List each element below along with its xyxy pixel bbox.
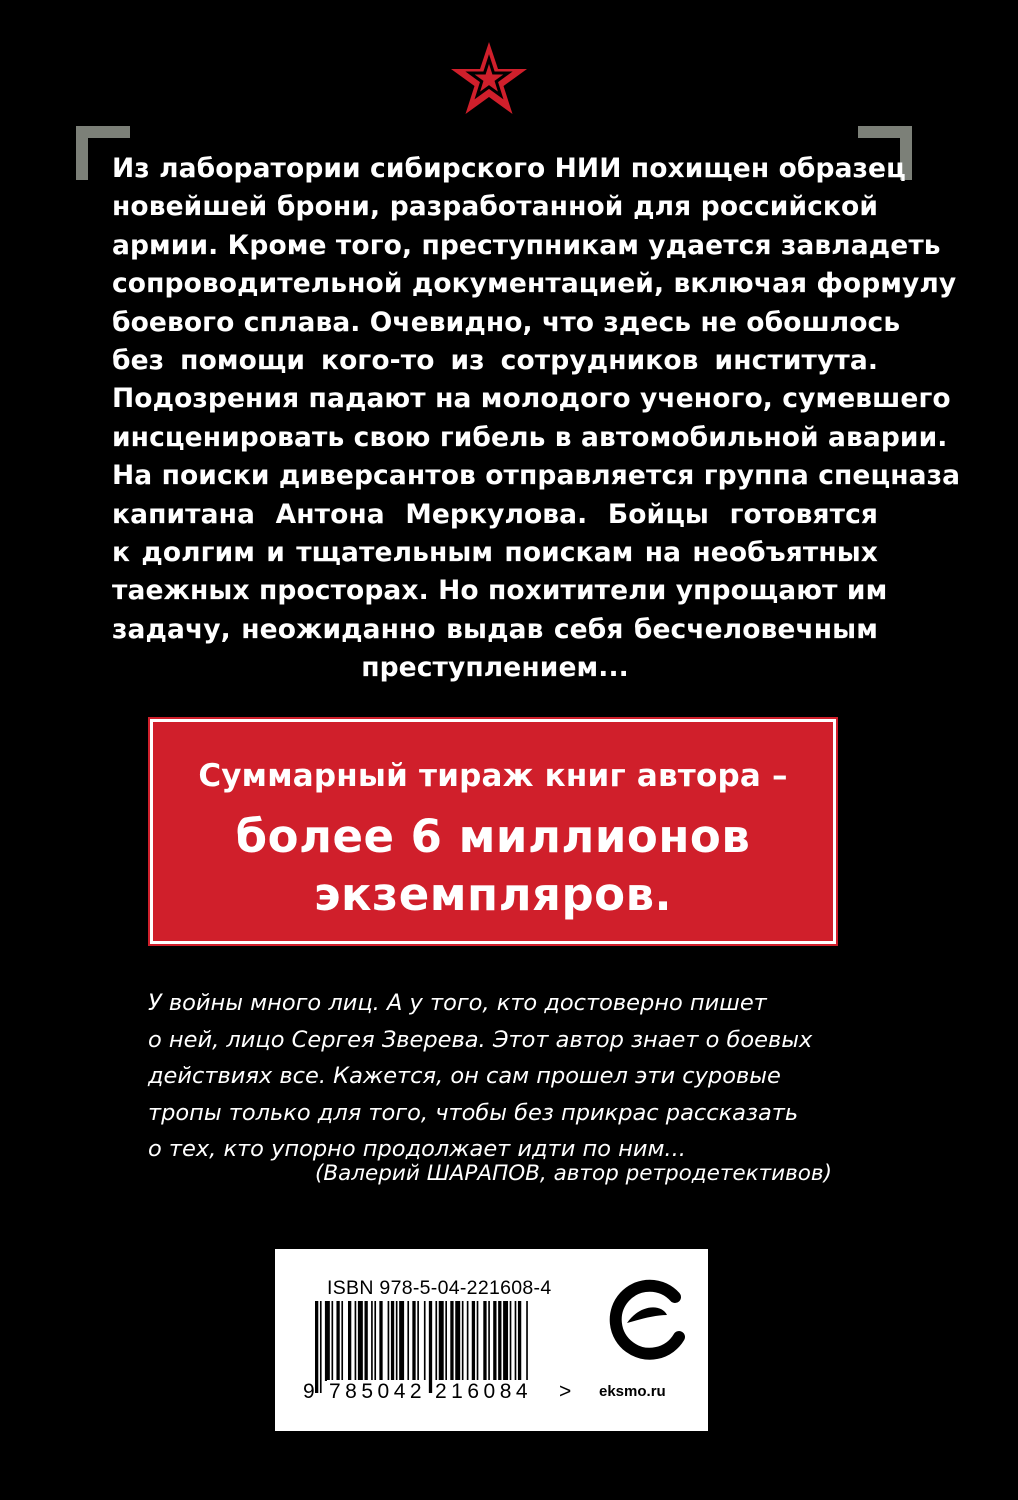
barcode-bar — [374, 1301, 376, 1381]
quote-line: тропы только для того, чтобы без прикрас рассказать — [148, 1099, 799, 1126]
isbn-label: ISBN 978-5-04-221608-4 — [327, 1277, 552, 1299]
barcode-bar — [417, 1301, 419, 1381]
barcode-bar — [325, 1301, 330, 1381]
quote-line: У войны много лиц. А у того, кто достоверно пишет — [148, 990, 767, 1016]
barcode-bar — [396, 1301, 398, 1381]
review-quote — [148, 985, 848, 1168]
description-line: армии. Кроме того, преступникам удается завладеть — [112, 229, 941, 261]
quote-line: действиях все. Кажется, он сам прошел эти суровые — [148, 1063, 781, 1089]
barcode-bar — [320, 1301, 322, 1393]
description-line: боевого сплава. Очевидно, что здесь не обошлось — [112, 306, 901, 338]
barcode-bar — [365, 1301, 368, 1381]
barcode-bar — [488, 1301, 490, 1381]
barcode-bar — [355, 1301, 357, 1381]
barcode-bar — [467, 1301, 469, 1381]
circulation-banner — [150, 719, 836, 944]
barcode-bar — [371, 1301, 373, 1381]
quote-line: о ней, лицо Сергея Зверева. Этот автор знает о боевых — [148, 1026, 813, 1053]
description-line: новейшей брони, разработанной для российской — [112, 191, 878, 223]
red-star-icon — [451, 42, 527, 114]
description-line: капитана Антона Меркулова. Бойцы готовятся — [112, 498, 878, 530]
barcode-bar — [472, 1301, 475, 1381]
barcode-bar — [477, 1301, 479, 1381]
barcode-bar — [336, 1301, 339, 1381]
barcode-bar — [358, 1301, 363, 1381]
barcode-bar — [462, 1301, 464, 1381]
barcode-bar — [429, 1301, 432, 1393]
description-line: преступлением... — [361, 652, 629, 684]
barcode-bar — [315, 1301, 318, 1393]
banner-line-1: Суммарный тираж книг автора – — [198, 758, 788, 794]
barcode-bar — [483, 1301, 486, 1381]
barcode-bar — [450, 1301, 453, 1381]
publisher-site: eksmo.ru — [599, 1383, 666, 1400]
banner-line-2: более 6 миллионов — [235, 810, 751, 863]
barcode-bar — [515, 1301, 517, 1381]
description-line: к долгим и тщательным поискам на необъятных — [112, 537, 878, 569]
barcode-bar — [412, 1301, 415, 1381]
ean-digits-right: 216084 — [435, 1380, 533, 1403]
barcode-bar — [391, 1301, 394, 1381]
barcode-bar — [455, 1301, 460, 1381]
barcode-bar — [439, 1301, 444, 1381]
description-line: таежных просторах. Но похитители упрощают им — [112, 575, 888, 607]
barcode-bar — [445, 1301, 447, 1381]
barcode-bar — [341, 1301, 343, 1381]
barcode-bar — [379, 1301, 382, 1381]
barcode-bar — [407, 1301, 409, 1381]
ean-digits-left: 785042 — [329, 1380, 427, 1403]
description-line: На поиски диверсантов отправляется группа спецназа — [112, 460, 961, 492]
barcode-bar — [332, 1301, 334, 1381]
barcode-bar — [518, 1301, 521, 1381]
description-line: инсценировать свою гибель в автомобильной аварии. — [112, 421, 948, 453]
barcode-bar — [435, 1301, 437, 1381]
description-line: сопроводительной документацией, включая формулу — [112, 268, 957, 300]
barcode-panel — [275, 1249, 708, 1431]
barcode-bar — [498, 1301, 501, 1381]
barcode-bar — [399, 1301, 404, 1381]
barcode-bar — [510, 1301, 512, 1381]
barcode-bar — [493, 1301, 496, 1381]
quote-attribution: (Валерий ШАРАПОВ, автор ретродетективов) — [314, 1161, 832, 1186]
eksmo-logo-icon — [605, 1275, 687, 1365]
description-line: задачу, неожиданно выдав себя бесчеловечным — [112, 613, 878, 645]
barcode-bar — [503, 1301, 508, 1381]
description-line: Из лаборатории сибирского НИИ похищен образец — [112, 153, 906, 184]
barcode-bar — [348, 1301, 351, 1381]
description-line: Подозрения падают на молодого ученого, сумевшего — [112, 383, 951, 415]
banner-line-3: экземпляров. — [313, 868, 673, 921]
book-description — [112, 150, 961, 688]
barcode-bar — [388, 1301, 390, 1381]
ean-digit-first: 9 — [303, 1380, 315, 1403]
ean-arrow: > — [559, 1380, 572, 1403]
quote-line: о тех, кто упорно продолжает идти по ним... — [148, 1136, 686, 1162]
description-line: без помощи кого-то из сотрудников института. — [112, 345, 878, 377]
